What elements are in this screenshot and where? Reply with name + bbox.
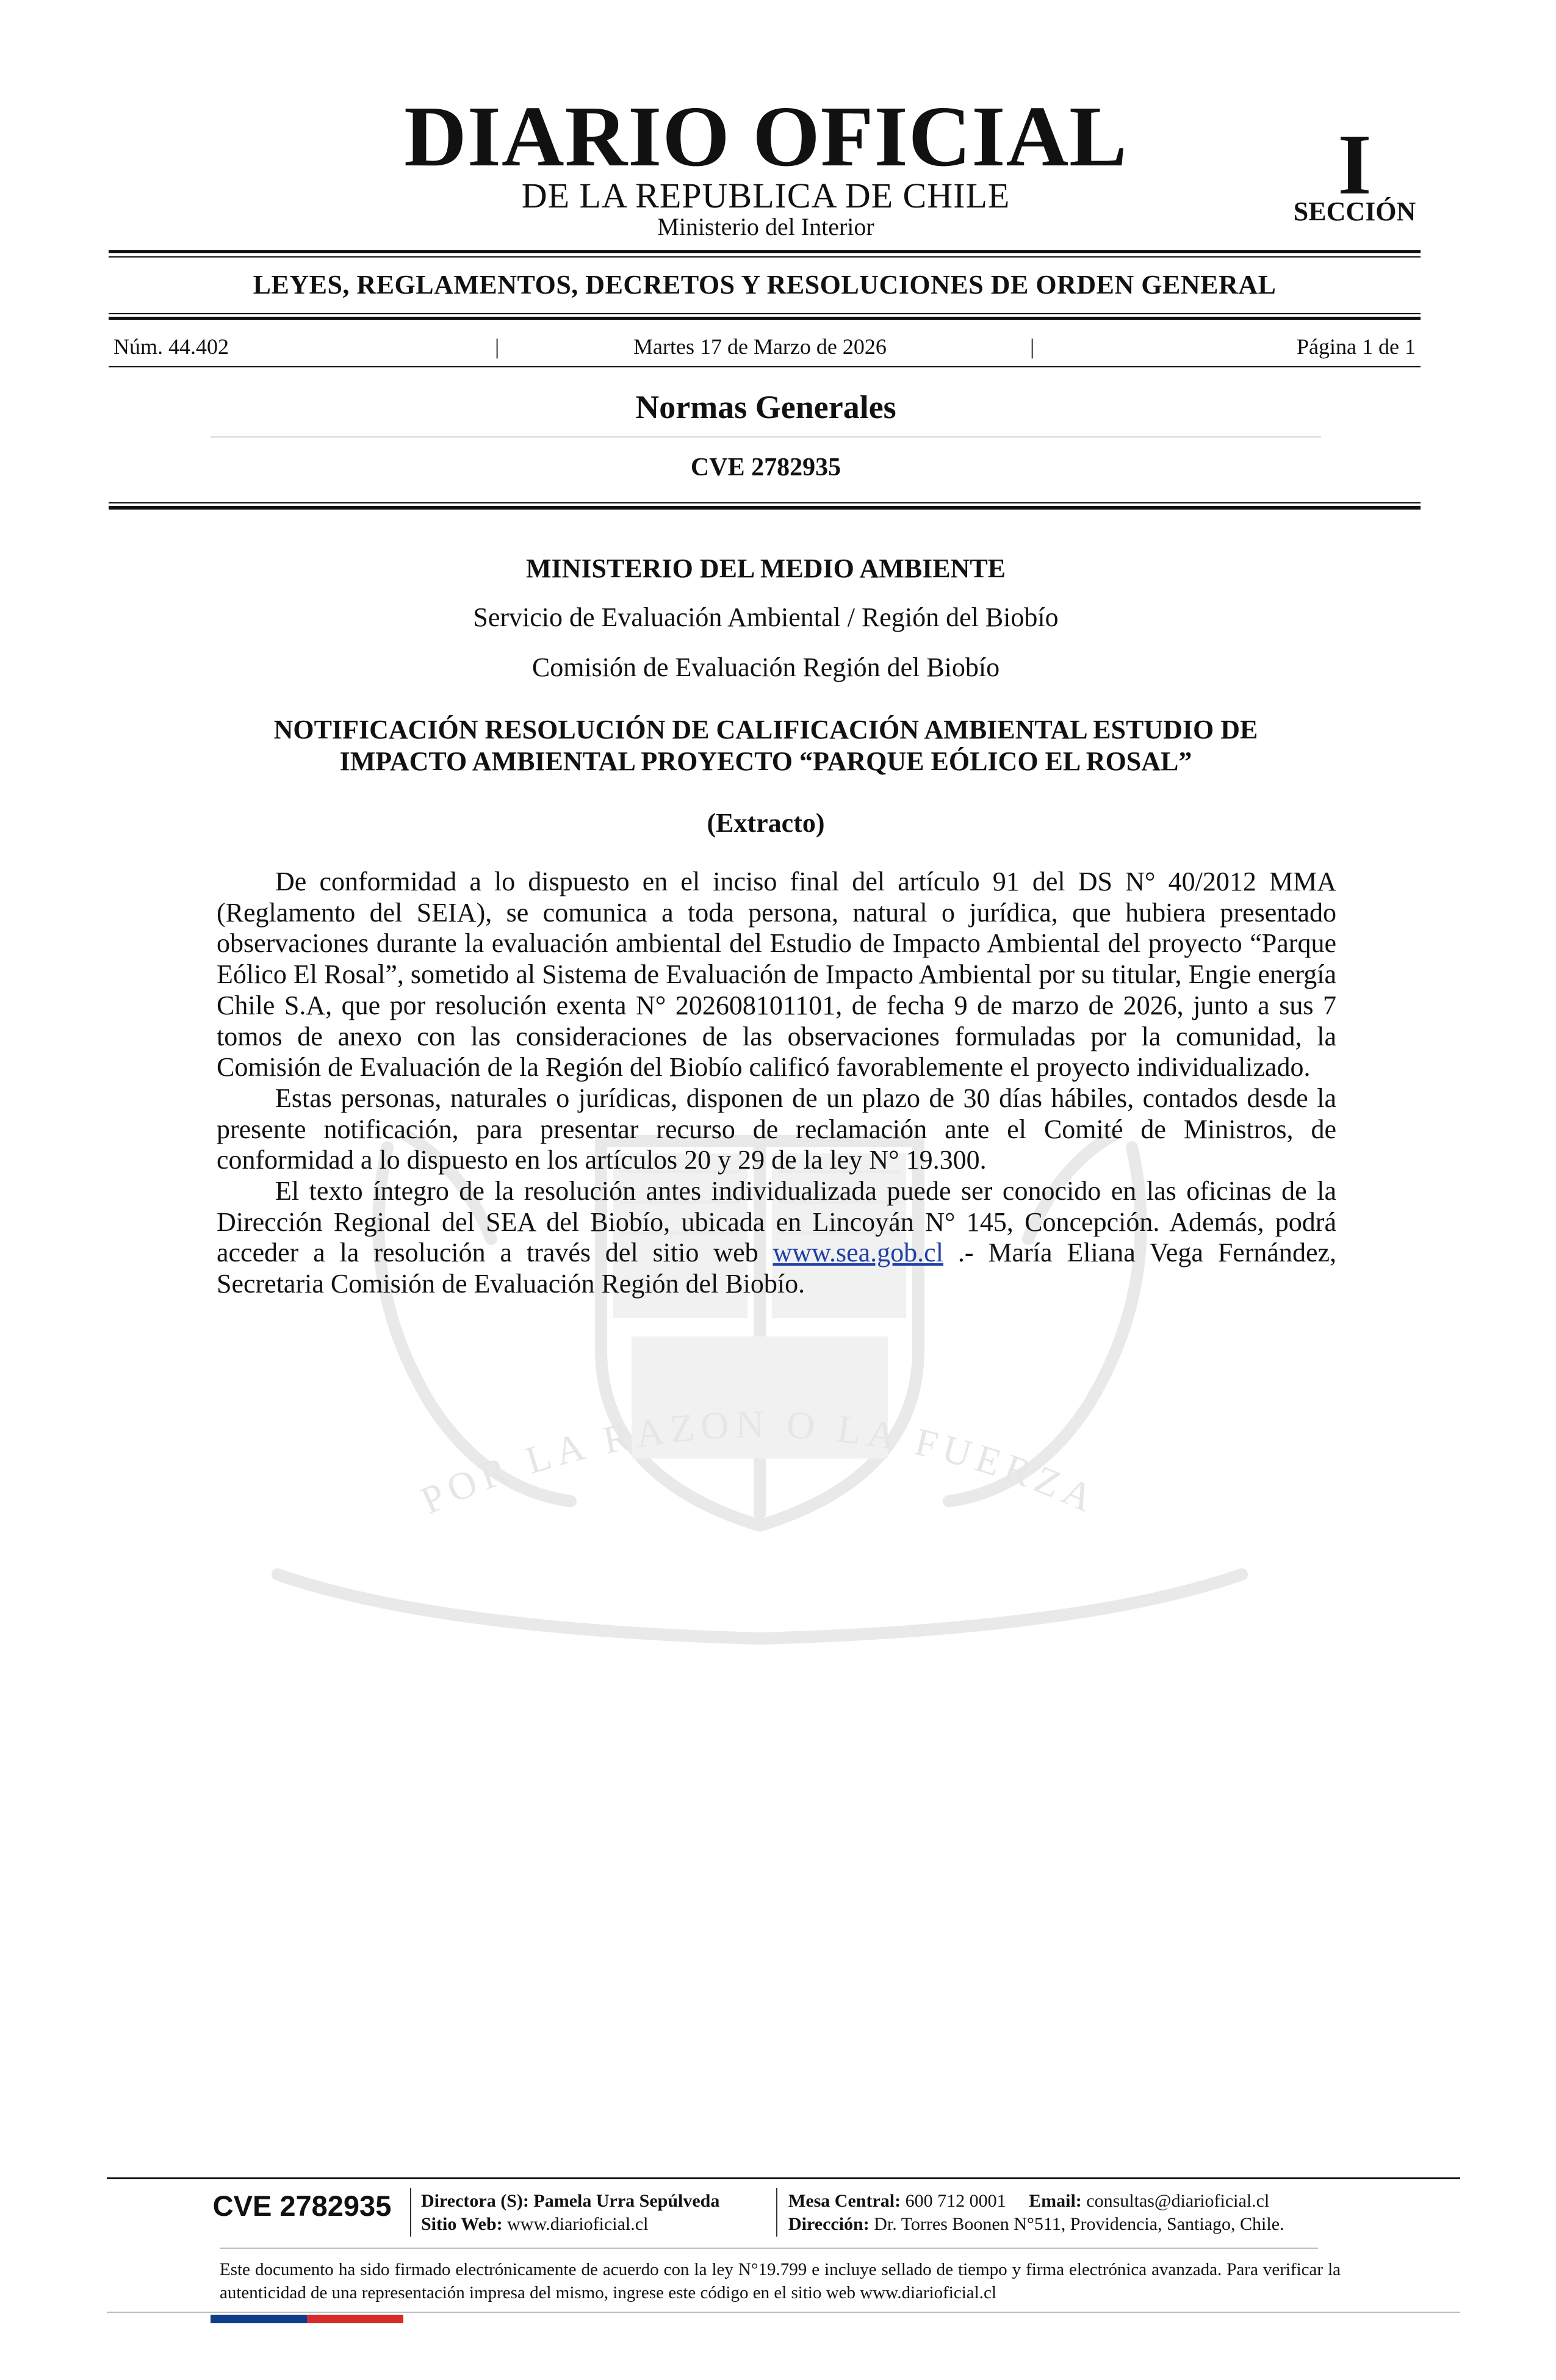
masthead-rule-thin: [109, 256, 1421, 258]
footer-legal-notice: Este documento ha sido firmado electrónicamente de acuerdo con la ley N°19.799 e incluye sellado de tiempo y firma electrónica avanzada. Para verificar la autenticidad de una representación impresa del mismo, ingrese este código en el sitio web www.diarioficial.cl: [220, 2260, 1341, 2302]
issue-separator: |: [1030, 334, 1035, 359]
footer-director: [421, 2190, 719, 2213]
footer-rule-top: [107, 2177, 1460, 2179]
footer-address: [788, 2213, 1284, 2236]
footer-rule-mid: [220, 2248, 1318, 2249]
sea-website-link[interactable]: www.sea.gob.cl: [773, 1238, 943, 1268]
notice-title-line-1: NOTIFICACIÓN RESOLUCIÓN DE CALIFICACIÓN AMBIENTAL ESTUDIO DE: [273, 715, 1258, 745]
banner-rule-thick: [109, 317, 1421, 320]
issue-date: Martes 17 de Marzo de 2026: [633, 334, 887, 359]
footer-cve-code: CVE 2782935: [212, 2190, 392, 2222]
body-paragraph-2: Estas personas, naturales o jurídicas, disponen de un plazo de 30 días hábiles, contados desde la presente notificación, para presentar recurso de reclamación ante el Comité de Ministros, de conformidad a lo dispuesto en los artículos 20 y 29 de la ley N° 19.300.: [217, 1083, 1336, 1175]
watermark-motto: POR LA RAZON O LA FUERZA: [414, 1402, 1105, 1523]
footer-director-label: Directora (S):: [421, 2191, 529, 2211]
masthead-ministry: Ministerio del Interior: [657, 213, 874, 240]
masthead-title: DIARIO OFICIAL: [404, 88, 1128, 184]
issue-number: Núm. 44.402: [113, 334, 229, 359]
footer-address-label: Dirección:: [788, 2214, 870, 2234]
masthead-rule-thick: [109, 250, 1421, 253]
footer-divider: [410, 2188, 411, 2237]
extract-label: (Extracto): [707, 808, 825, 838]
issue-page: Página 1 de 1: [1297, 334, 1416, 359]
body-paragraph-1: De conformidad a lo dispuesto en el inciso final del artículo 91 del DS N° 40/2012 MMA (Reglamento del SEIA), se comunica a toda persona, natural o jurídica, que hubiera presentado observaciones durante la evaluación ambiental del Estudio de Impacto Ambiental del proyecto “Parque Eólico El Rosal”, sometido al Sistema de Evaluación de Impacto Ambiental por su titular, Engie energía Chile S.A, que por resolución exenta N° 202608101101, de fecha 9 de marzo de 2026, junto a sus 7 tomos de anexo con las consideraciones de las observaciones formuladas por la comunidad, la Comisión de Evaluación de la Región del Biobío calificó favorablemente el proyecto individualizado.: [217, 867, 1336, 1083]
footer-address-value: Dr. Torres Boonen N°511, Providencia, Santiago, Chile.: [874, 2214, 1284, 2234]
ministry-heading: MINISTERIO DEL MEDIO AMBIENTE: [525, 554, 1006, 583]
notice-body: [217, 867, 1336, 1300]
paragraph-3-signature: .- María Eliana Vega Fernández, Secretaria Comisión de Evaluación Región del Biobío.: [217, 1238, 1337, 1299]
footer-director-name: Pamela Urra Sepúlveda: [533, 2191, 720, 2211]
footer-contact: [788, 2190, 1269, 2213]
footer-rule-bottom: [107, 2312, 1460, 2313]
flag-stripe-blue: [211, 2315, 307, 2323]
category-heading: Normas Generales: [635, 389, 896, 425]
banner-rule-thin: [109, 313, 1421, 314]
category-divider: [211, 436, 1321, 438]
cve-code: CVE 2782935: [690, 453, 841, 481]
notice-title: [0, 714, 1532, 777]
footer-divider: [776, 2188, 777, 2237]
service-line: Servicio de Evaluación Ambiental / Región del Biobío: [473, 602, 1059, 632]
paragraph-3-text: El texto íntegro de la resolución antes individualizada puede ser conocido en las oficinas de la Dirección Regional del SEA del Biobío, ubicada en Lincoyán N° 145, Concepción. Además, podrá acceder a la resolución a través del sitio web: [217, 1176, 1336, 1268]
footer-website-value: www.diarioficial.cl: [507, 2214, 649, 2234]
header-rule-thick: [109, 506, 1421, 510]
body-paragraph-3: [217, 1176, 1336, 1300]
notice-title-line-2: IMPACTO AMBIENTAL PROYECTO “PARQUE EÓLICO EL ROSAL”: [339, 746, 1192, 776]
header-rule-thin: [109, 502, 1421, 503]
issue-info-row: [109, 331, 1421, 362]
footer-website: [421, 2213, 648, 2236]
masthead-subtitle: DE LA REPUBLICA DE CHILE: [521, 176, 1010, 215]
commission-line: Comisión de Evaluación Región del Biobío: [531, 652, 1000, 682]
issue-rule: [109, 366, 1421, 367]
footer-phone-value: 600 712 0001: [905, 2191, 1006, 2211]
section-label: SECCIÓN: [1293, 197, 1416, 226]
section-number: I: [1338, 116, 1372, 212]
flag-stripe-red: [307, 2315, 403, 2323]
banner-text: LEYES, REGLAMENTOS, DECRETOS Y RESOLUCIONES DE ORDEN GENERAL: [253, 270, 1277, 300]
footer-phone-label: Mesa Central:: [788, 2191, 901, 2211]
issue-separator: |: [495, 334, 500, 359]
footer-email-label: Email:: [1029, 2191, 1082, 2211]
footer-email-value: consultas@diarioficial.cl: [1086, 2191, 1270, 2211]
footer-website-label: Sitio Web:: [421, 2214, 503, 2234]
